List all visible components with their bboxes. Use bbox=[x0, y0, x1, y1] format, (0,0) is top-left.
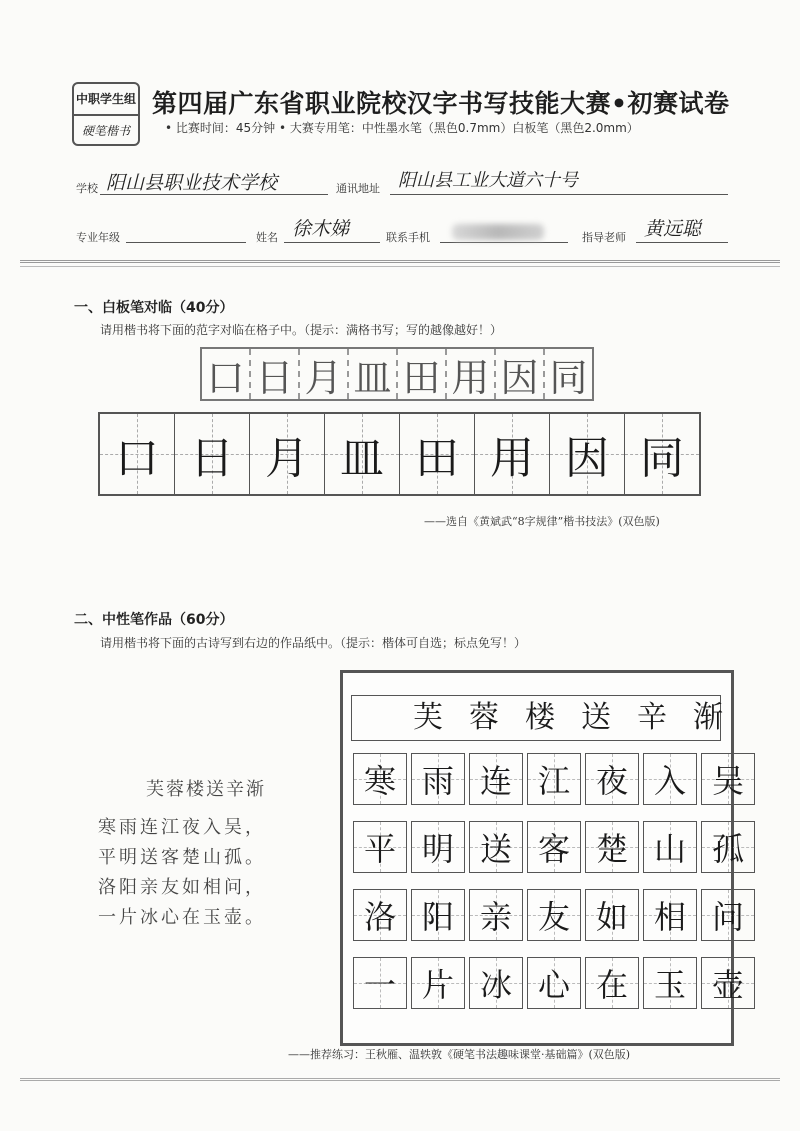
paper-title-char: 送 bbox=[581, 700, 611, 735]
paper-char: 友 bbox=[537, 898, 570, 936]
phone-line bbox=[440, 242, 568, 243]
poem-title: 芙蓉楼送辛渐 bbox=[146, 779, 266, 800]
paper-char: 客 bbox=[537, 830, 570, 868]
paper-char: 冰 bbox=[479, 966, 512, 1004]
paper-char: 一 bbox=[363, 966, 396, 1004]
model-char: 口 bbox=[202, 349, 251, 399]
work-paper bbox=[340, 670, 744, 1046]
model-char: 用 bbox=[447, 349, 496, 399]
practice-cell bbox=[325, 414, 400, 494]
paper-row bbox=[353, 753, 755, 805]
paper-row bbox=[353, 957, 755, 1009]
paper-char: 片 bbox=[421, 966, 454, 1004]
model-char: 田 bbox=[398, 349, 447, 399]
practice-cell bbox=[100, 414, 175, 494]
paper-char: 心 bbox=[537, 966, 570, 1004]
paper-char: 入 bbox=[653, 762, 686, 800]
paper-char: 山 bbox=[653, 830, 686, 868]
practice-cell bbox=[550, 414, 625, 494]
paper-char: 壶 bbox=[711, 966, 744, 1004]
section1-source: ——选自《黄斌武“8字规律”楷书技法》(双色版) bbox=[424, 515, 660, 528]
paper-title-char: 楼 bbox=[525, 700, 555, 735]
page-subtitle: • 比赛时间：45分钟 • 大赛专用笔：中性墨水笔（黑色0.7mm）白板笔（黑色2.0mm） bbox=[165, 121, 639, 135]
paper-char: 吴 bbox=[711, 762, 744, 800]
paper-title-box bbox=[351, 695, 721, 741]
model-char: 日 bbox=[251, 349, 300, 399]
practice-char: 用 bbox=[490, 433, 534, 484]
paper-char: 玉 bbox=[653, 966, 686, 1004]
grade-label: 专业年级 bbox=[76, 231, 120, 244]
practice-cell bbox=[475, 414, 550, 494]
phone-label: 联系手机 bbox=[386, 231, 430, 244]
teacher-value: 黄远聪 bbox=[644, 218, 702, 240]
paper-title-char: 蓉 bbox=[469, 700, 499, 735]
paper-char: 问 bbox=[711, 898, 744, 936]
poem-line: 一片冰心在玉壶。 bbox=[98, 907, 266, 928]
badge-top: 中职学生组 bbox=[74, 84, 138, 116]
paper-row bbox=[353, 889, 755, 941]
practice-cell bbox=[625, 414, 699, 494]
practice-char: 同 bbox=[640, 433, 684, 484]
model-char: 皿 bbox=[349, 349, 398, 399]
practice-char: 日 bbox=[190, 433, 234, 484]
teacher-label: 指导老师 bbox=[582, 231, 626, 244]
paper-char: 相 bbox=[653, 898, 686, 936]
paper-char: 洛 bbox=[363, 898, 396, 936]
address-value: 阳山县工业大道六十号 bbox=[398, 170, 578, 191]
section1-instruction: 请用楷书将下面的范字对临在格子中。（提示：满格书写；写的越像越好！） bbox=[100, 323, 503, 337]
poem-line: 寒雨连江夜入吴， bbox=[98, 817, 266, 838]
practice-char: 口 bbox=[115, 433, 159, 484]
header-divider-thin bbox=[20, 266, 780, 267]
paper-char: 在 bbox=[595, 966, 628, 1004]
practice-cell bbox=[400, 414, 475, 494]
paper-title-char: 渐 bbox=[693, 700, 723, 735]
address-line bbox=[390, 194, 728, 195]
practice-char: 月 bbox=[265, 433, 309, 484]
section2-instruction: 请用楷书将下面的古诗写到右边的作品纸中。（提示：楷体可自选；标点免写！） bbox=[100, 636, 527, 650]
section2-title: 二、中性笔作品（60分） bbox=[74, 612, 234, 628]
practice-cell bbox=[175, 414, 250, 494]
page-title: 第四届广东省职业院校汉字书写技能大赛•初赛试卷 bbox=[152, 89, 730, 118]
name-line bbox=[284, 242, 380, 243]
model-char: 月 bbox=[300, 349, 349, 399]
name-label: 姓名 bbox=[256, 231, 278, 244]
paper-char: 江 bbox=[537, 762, 570, 800]
poem-block bbox=[98, 775, 308, 933]
poem-line: 平明送客楚山孤。 bbox=[98, 847, 266, 868]
teacher-line bbox=[636, 242, 728, 243]
school-label: 学校 bbox=[76, 182, 98, 195]
paper-char: 阳 bbox=[421, 898, 454, 936]
paper-row bbox=[353, 821, 755, 873]
grade-line bbox=[126, 242, 246, 243]
paper-char: 孤 bbox=[711, 830, 744, 868]
paper-char: 平 bbox=[363, 830, 396, 868]
badge-bottom: 硬笔楷书 bbox=[81, 124, 130, 138]
practice-char: 田 bbox=[415, 433, 459, 484]
school-value: 阳山县职业技术学校 bbox=[106, 172, 278, 194]
model-char-row bbox=[200, 347, 594, 401]
group-badge bbox=[72, 82, 140, 146]
practice-char: 皿 bbox=[340, 433, 384, 484]
paper-char: 如 bbox=[595, 898, 628, 936]
paper-char: 明 bbox=[421, 830, 454, 868]
practice-cell bbox=[250, 414, 325, 494]
paper-char: 夜 bbox=[595, 762, 628, 800]
paper-char: 亲 bbox=[479, 898, 512, 936]
recommend-text: ——推荐练习：王秋雁、温轶敦《硬笔书法趣味课堂·基础篇》(双色版) bbox=[288, 1048, 631, 1061]
model-char: 同 bbox=[549, 355, 588, 400]
phone-redacted bbox=[452, 224, 544, 240]
section1-title: 一、白板笔对临（40分） bbox=[74, 300, 234, 316]
practice-char: 因 bbox=[565, 433, 609, 484]
paper-title-char: 辛 bbox=[637, 700, 667, 735]
model-char: 因 bbox=[496, 349, 545, 399]
paper-char: 连 bbox=[479, 762, 512, 800]
practice-grid bbox=[98, 412, 701, 496]
address-label: 通讯地址 bbox=[336, 182, 380, 195]
paper-char: 楚 bbox=[595, 830, 628, 868]
header-divider bbox=[20, 260, 780, 263]
paper-char: 送 bbox=[479, 830, 512, 868]
paper-char: 雨 bbox=[421, 762, 454, 800]
footer-divider bbox=[20, 1078, 780, 1081]
poem-line: 洛阳亲友如相问， bbox=[98, 877, 266, 898]
paper-char: 寒 bbox=[363, 762, 396, 800]
name-value: 徐木娣 bbox=[292, 218, 350, 240]
paper-title-char: 芙 bbox=[413, 700, 443, 735]
